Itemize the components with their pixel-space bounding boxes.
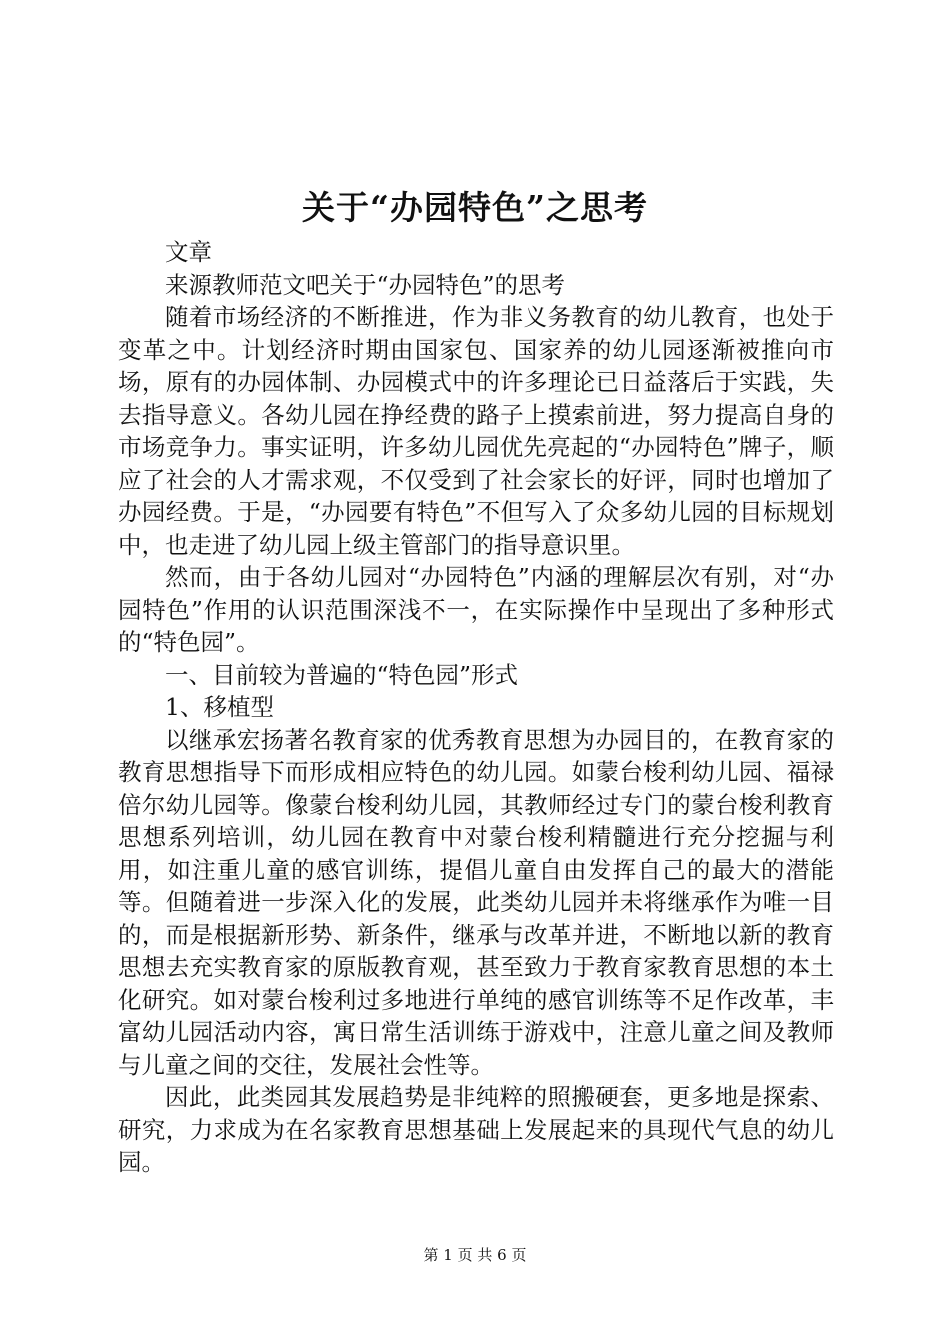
paragraph: 文章 <box>165 238 212 266</box>
paragraph: 随着市场经济的不断推进，作为非义务教育的幼儿教育，也处于变革之中。计划经济时期由国家包、国家养的幼儿园逐渐被推向市场，原有的办园体制、办园模式中的许多理论已日益落后于实践，失去指导意义。各幼儿园在挣经费的路子上摸索前进，努力提高自身的市场竞争力。事实证明，许多幼儿园优先亮起的“办园特色”牌子，顺应了社会的人才需求观，不仅受到了社会家长的好评，同时也增加了办园经费。于是，“办园要有特色”不但写入了众多幼儿园的目标规划中，也走进了幼儿园上级主管部门的指导意识里。 <box>118 303 834 559</box>
section-heading: 一、目前较为普遍的“特色园”形式 <box>165 660 519 689</box>
page-number-footer: 第 1 页 共 6 页 <box>423 1246 527 1264</box>
document-body <box>118 236 834 1179</box>
subsection-heading: 1、移植型 <box>165 693 274 721</box>
paragraph: 然而，由于各幼儿园对“办园特色”内涵的理解层次有别，对“办园特色”作用的认识范围深浅不一，在实际操作中呈现出了多种形式的“特色园”。 <box>118 563 834 656</box>
paragraph: 来源教师范文吧关于“办园特色”的思考 <box>165 270 566 299</box>
paragraph: 以继承宏扬著名教育家的优秀教育思想为办园目的，在教育家的教育思想指导下而形成相应特色的幼儿园。如蒙台梭利幼儿园、福禄倍尔幼儿园等。像蒙台梭利幼儿园，其教师经过专门的蒙台梭利教育思想系列培训，幼儿园在教育中对蒙台梭利精髓进行充分挖掘与利用，如注重儿童的感官训练，提倡儿童自由发挥自己的最大的潜能等。但随着进一步深入化的发展，此类幼儿园并未将继承作为唯一目的，而是根据新形势、新条件，继承与改革并进，不断地以新的教育思想去充实教育家的原版教育观，甚至致力于教育家教育思想的本土化研究。如对蒙台梭利过多地进行单纯的感官训练等不足作改革，丰富幼儿园活动内容，寓日常生活训练于游戏中，注意儿童之间及教师与儿童之间的交往，发展社会性等。 <box>118 725 834 1079</box>
paragraph: 因此，此类园其发展趋势是非纯粹的照搬硬套，更多地是探索、研究，力求成为在名家教育思想基础上发展起来的具现代气息的幼儿园。 <box>118 1083 834 1176</box>
document-title: 关于“办园特色”之思考 <box>302 188 648 227</box>
